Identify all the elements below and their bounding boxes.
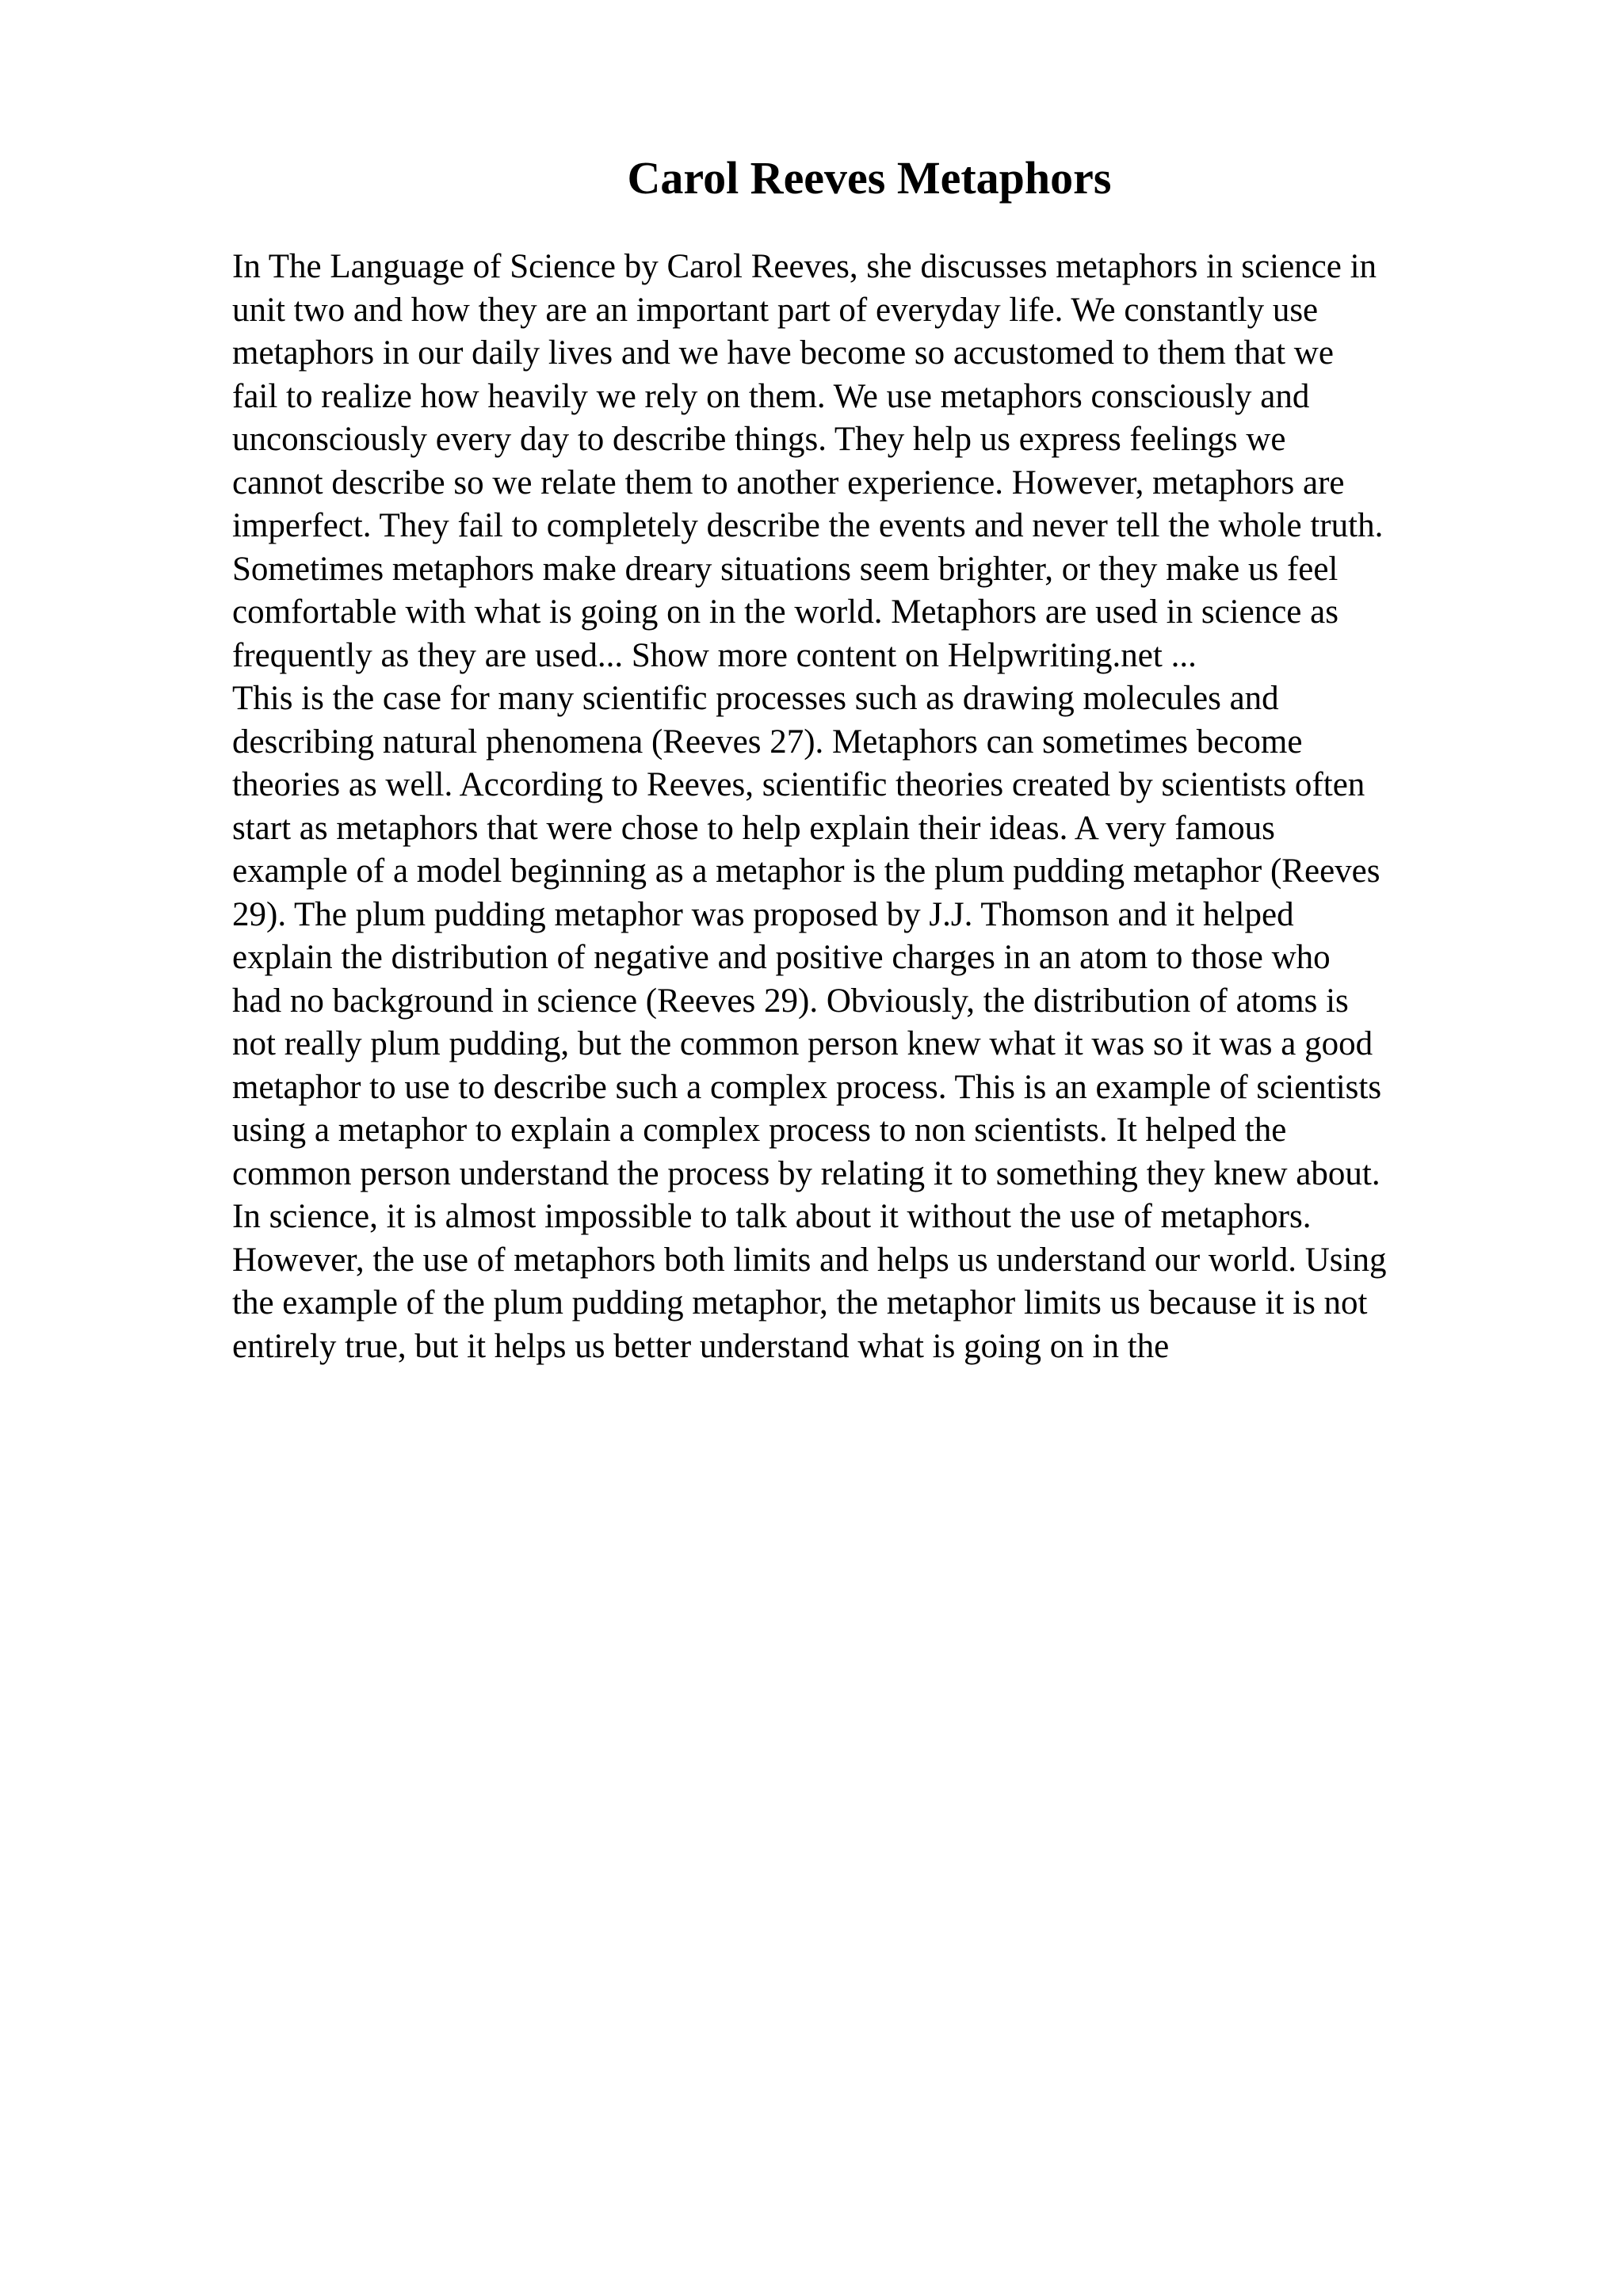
body-line: unit two and how they are an important part of everyday life. We constantly use [232,291,1319,329]
body-line: This is the case for many scientific processes such as drawing molecules and [232,680,1279,717]
body-line: 29). The plum pudding metaphor was proposed by J.J. Thomson and it helped [232,895,1294,933]
body-line: example of a model beginning as a metaphor is the plum pudding metaphor (Reeves [232,852,1381,890]
body-line: explain the distribution of negative and positive charges in an atom to those who [232,939,1331,976]
body-line: In The Language of Science by Carol Reeves, she discusses metaphors in science in [232,248,1377,285]
body-line: not really plum pudding, but the common person knew what it was so it was a good [232,1025,1373,1062]
body-line: Sometimes metaphors make dreary situations seem brighter, or they make us feel [232,550,1338,588]
body-line: describing natural phenomena (Reeves 27). Metaphors can sometimes become [232,723,1303,761]
body-line: had no background in science (Reeves 29). Obviously, the distribution of atoms is [232,982,1349,1020]
body-line: common person understand the process by relating it to something they knew about. [232,1154,1381,1192]
body-line: unconsciously every day to describe things. They help us express feelings we [232,421,1286,458]
body-line: entirely true, but it helps us better understand what is going on in the [232,1327,1170,1365]
body-line: metaphors in our daily lives and we have become so accustomed to them that we [232,334,1334,372]
body-line: imperfect. They fail to completely describe the events and never tell the whole truth. [232,507,1384,544]
document-body [232,246,1516,1368]
body-line: However, the use of metaphors both limits and helps us understand our world. Using [232,1241,1387,1279]
body-line: frequently as they are used... Show more content on Helpwriting.net ... [232,636,1197,674]
document-title: Carol Reeves Metaphors [627,152,1112,204]
body-line: start as metaphors that were chose to help explain their ideas. A very famous [232,809,1275,847]
body-line: the example of the plum pudding metaphor, the metaphor limits us because it is not [232,1284,1368,1322]
body-line: using a metaphor to explain a complex process to non scientists. It helped the [232,1112,1287,1149]
body-line: In science, it is almost impossible to talk about it without the use of metaphors. [232,1198,1312,1235]
body-line: comfortable with what is going on in the world. Metaphors are used in science as [232,593,1338,631]
body-line: fail to realize how heavily we rely on them. We use metaphors consciously and [232,377,1310,415]
body-line: metaphor to use to describe such a complex process. This is an example of scientists [232,1068,1382,1106]
body-line: cannot describe so we relate them to another experience. However, metaphors are [232,463,1345,502]
body-line: theories as well. According to Reeves, scientific theories created by scientists often [232,766,1365,803]
